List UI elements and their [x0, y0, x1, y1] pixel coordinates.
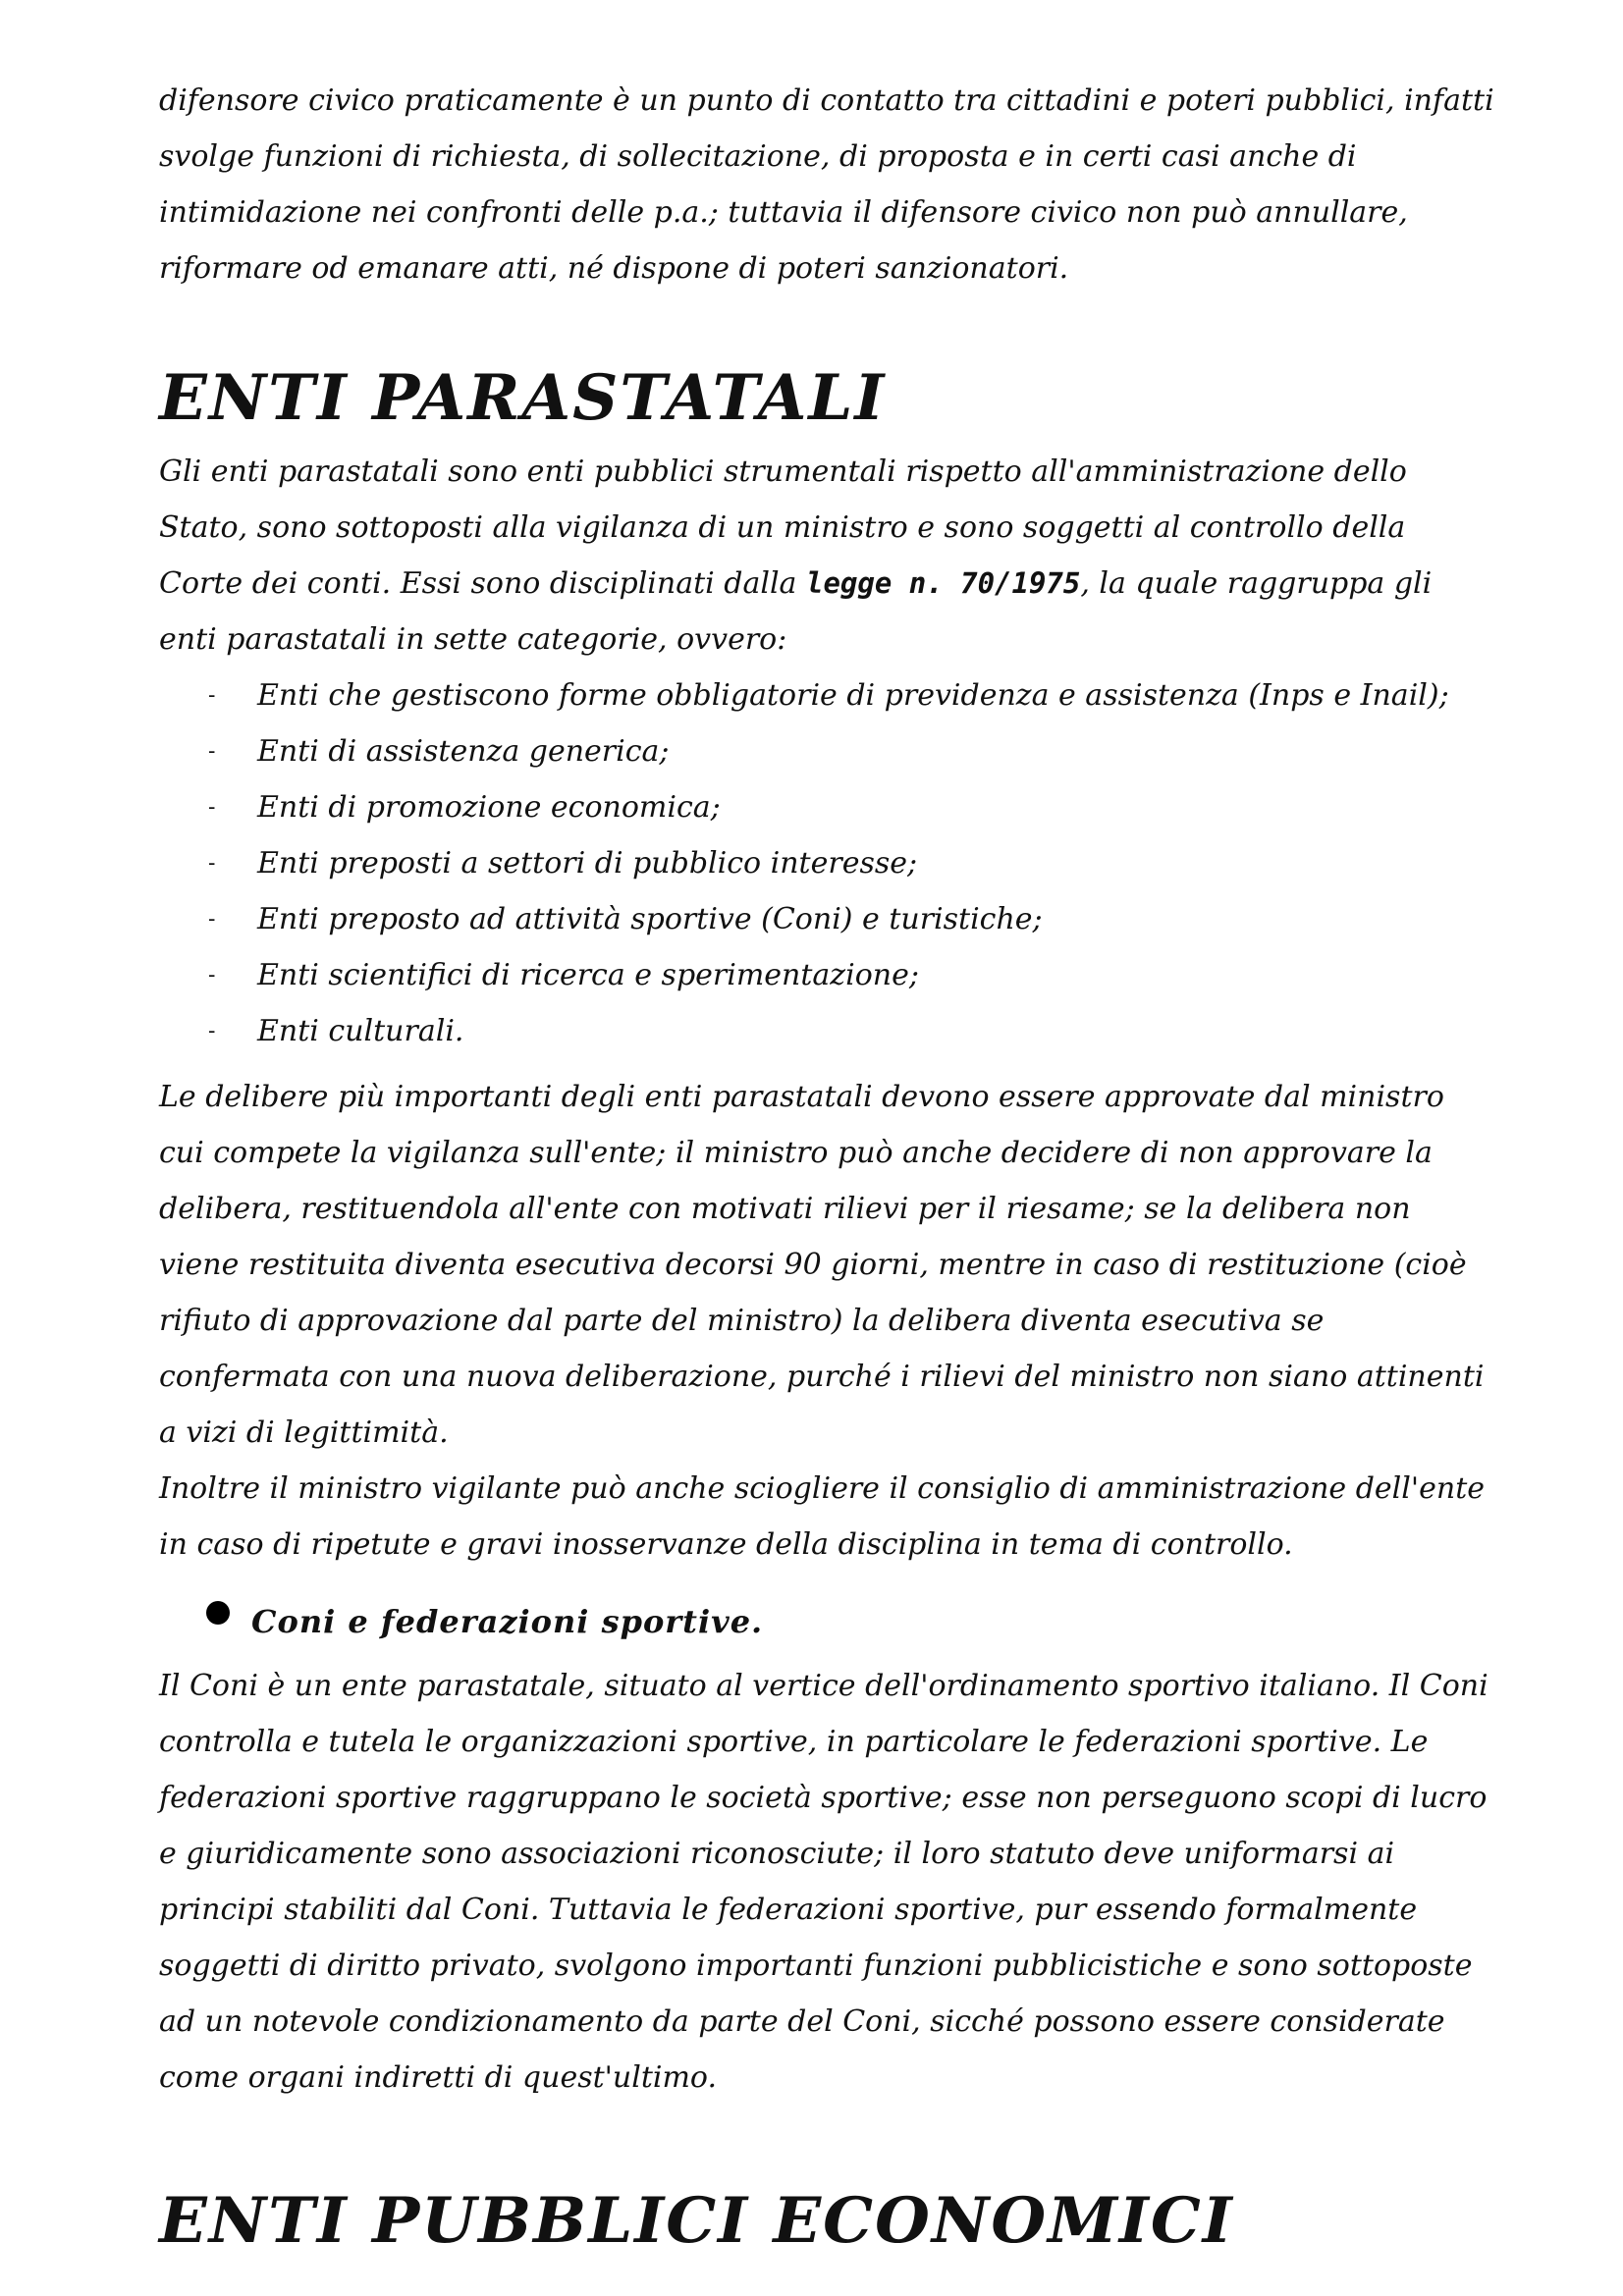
list-item-text: Enti che gestiscono forme obbligatorie di previdenza e assistenza (Inps e Inail); — [257, 678, 1449, 713]
list-item — [159, 1003, 1494, 1059]
list-item — [159, 835, 1494, 891]
subsection-title: Coni e federazioni sportive. — [251, 1603, 764, 1640]
list-item — [159, 723, 1494, 779]
list-item — [159, 891, 1494, 947]
list-item-text: Enti di promozione economica; — [257, 790, 721, 825]
parastatali-intro-paragraph — [159, 444, 1494, 667]
parastatali-intro-text: Gli enti parastatali sono enti pubblici strumentali rispetto all'amministrazione dello Stato, sono sottoposti alla vigilanza di un ministro e sono soggetti al controllo della Corte dei conti. Essi sono disciplinati dalla — [159, 454, 1407, 601]
list-item-text: Enti scientifici di ricerca e sperimentazione; — [257, 958, 919, 992]
dash-marker: - — [208, 739, 216, 764]
dash-marker: - — [208, 683, 216, 708]
scioglimento-paragraph: Inoltre il ministro vigilante può anche sciogliere il consiglio di amministrazione dell'ente in caso di ripetute e gravi inosservanze della disciplina in tema di controllo. — [159, 1471, 1485, 1562]
list-item — [159, 667, 1494, 723]
list-item-text: Enti preposto ad attività sportive (Coni) e turistiche; — [257, 902, 1043, 936]
parastatali-intro-text-end: , la quale raggruppa gli enti parastatali in sette categorie, ovvero: — [159, 566, 1433, 657]
categories-list — [159, 667, 1494, 1059]
dash-marker: - — [208, 907, 216, 932]
list-item-text: Enti di assistenza generica; — [257, 734, 670, 769]
dash-marker: - — [208, 795, 216, 820]
bullet-dot-icon — [206, 1601, 230, 1625]
list-item-text: Enti culturali. — [257, 1014, 464, 1048]
coni-paragraph: Il Coni è un ente parastatale, situato al vertice dell'ordinamento sportivo italiano. Il Coni controlla e tutela le organizzazioni sportive, in particolare le federazioni sportive. Le federazioni sportive raggruppano le società sportive; esse non perseguono scopi di lucro e giuridicamente sono associazioni riconosciute; il loro statuto deve uniformarsi ai principi stabiliti dal Coni. Tuttavia le federazioni sportive, pur essendo formalmente soggetti di diritto privato, svolgono importanti funzioni pubblicistiche e sono sottoposte ad un notevole condizionamento da parte del Coni, sicché possono essere considerate come organi indiretti di quest'ultimo. — [159, 1669, 1488, 2095]
dash-marker: - — [208, 851, 216, 876]
list-item — [159, 947, 1494, 1003]
section-heading-enti-pubblici-economici: ENTI PUBBLICI ECONOMICI — [159, 2184, 1234, 2258]
law-reference: legge n. 70/1975 — [805, 566, 1081, 600]
intro-paragraph: difensore civico praticamente è un punto di contatto tra cittadini e poteri pubblici, infatti svolge funzioni di richiesta, di sollecitazione, di proposta e in certi casi anche di intimidazione nei confronti delle p.a.; tuttavia il difensore civico non può annullare, riformare od emanare atti, né dispone di poteri sanzionatori. — [159, 83, 1494, 286]
document-page — [159, 73, 1494, 2261]
dash-marker: - — [208, 963, 216, 988]
list-item — [159, 779, 1494, 835]
section-heading-enti-parastatali: ENTI PARASTATALI — [159, 361, 887, 435]
delibere-paragraph: Le delibere più importanti degli enti parastatali devono essere approvate dal ministro cui compete la vigilanza sull'ente; il ministro può anche decidere di non approvare la delibera, restituendola all'ente con motivati rilievi per il riesame; se la delibera non viene restituita diventa esecutiva decorsi 90 giorni, mentre in caso di restituzione (cioè rifiuto di approvazione dal parte del ministro) la delibera diventa esecutiva se confermata con una nuova deliberazione, purché i rilievi del ministro non siano attinenti a vizi di legittimità. — [159, 1080, 1485, 1450]
subsection-heading — [159, 1594, 1494, 1650]
dash-marker: - — [208, 1019, 216, 1043]
list-item-text: Enti preposti a settori di pubblico interesse; — [257, 846, 918, 881]
